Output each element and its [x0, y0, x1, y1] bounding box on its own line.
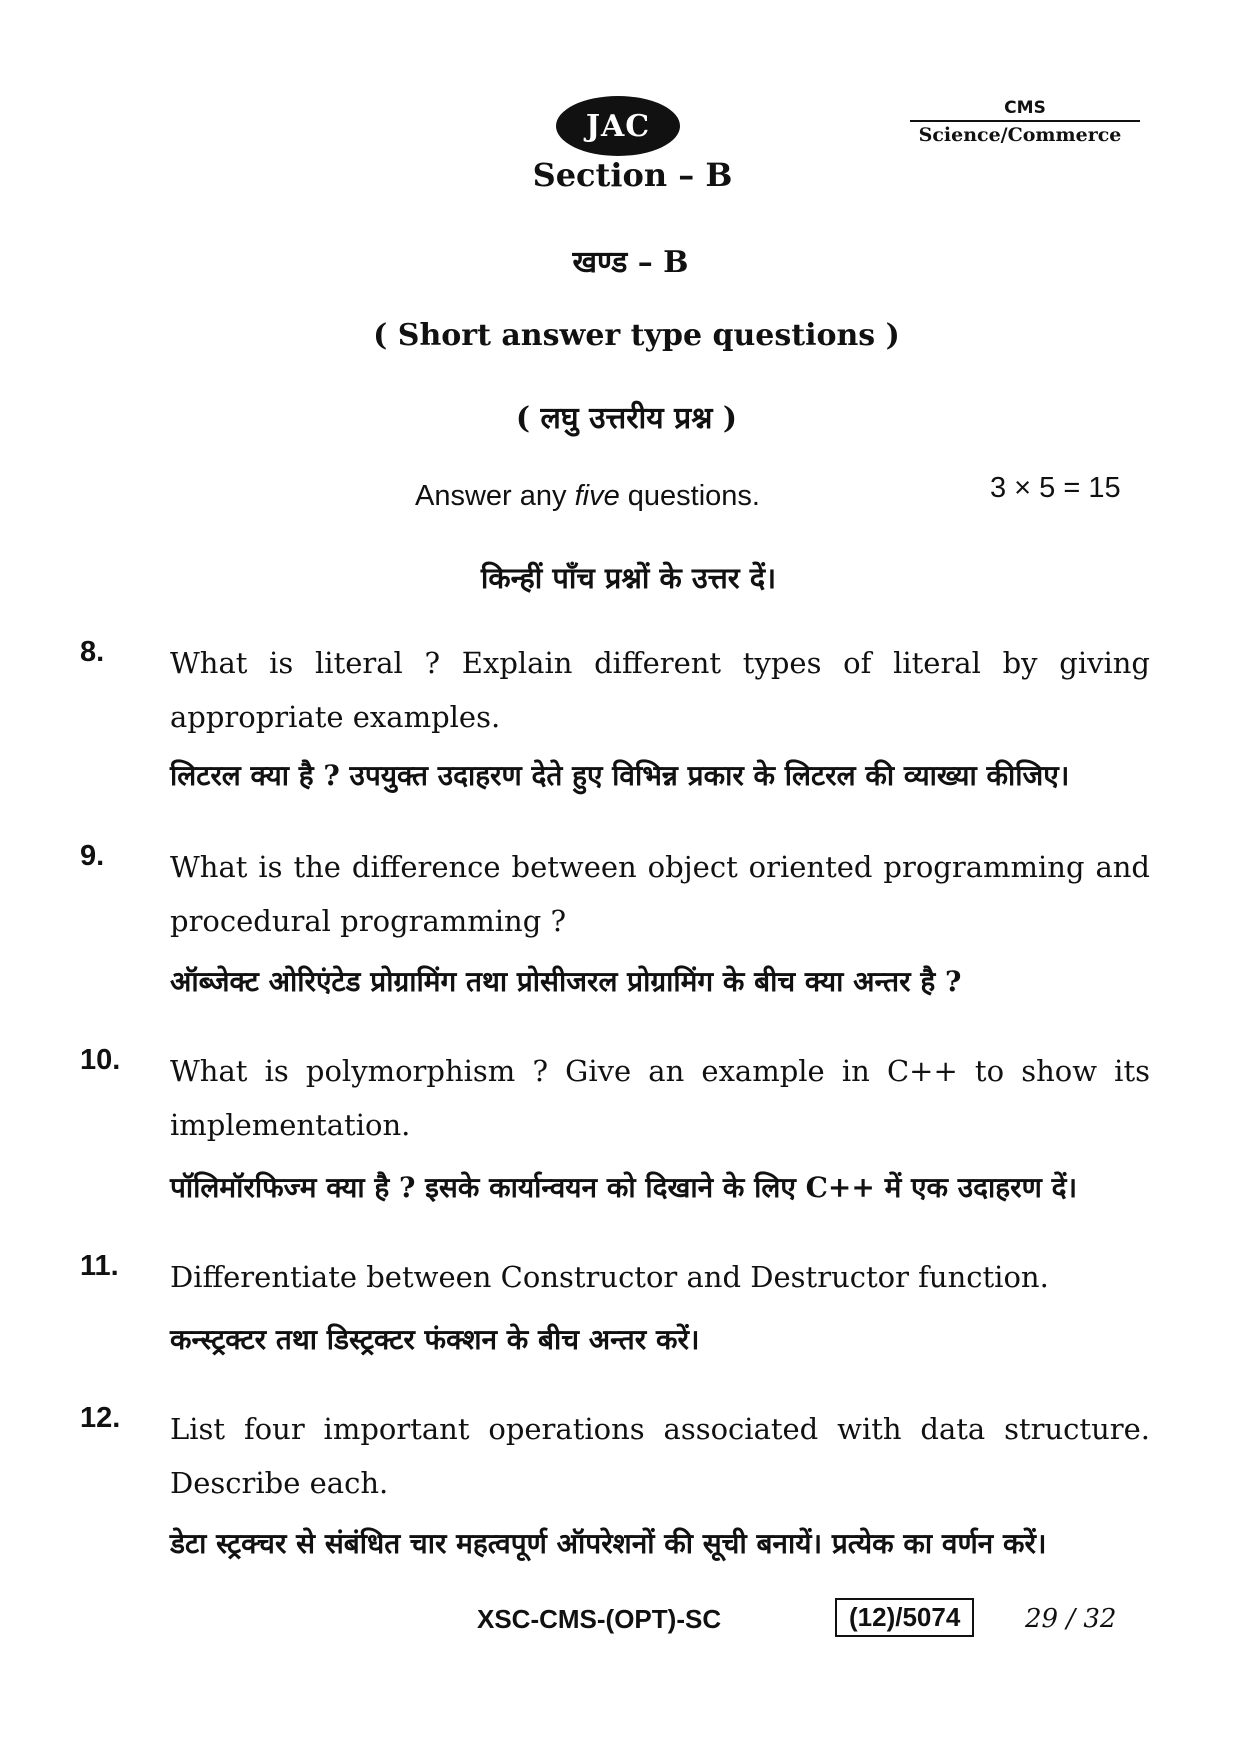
subject-box	[900, 98, 1140, 146]
section-title-hindi: खण्ड – B	[572, 245, 689, 280]
question-hindi: ऑब्जेक्ट ओरिएंटेड प्रोग्रामिंग तथा प्रोसीजरल प्रोग्रामिंग के बीच क्या अन्तर है ?	[170, 965, 962, 998]
question-number: 11.	[80, 1250, 119, 1282]
question-english: Differentiate between Constructor and Destructor function.	[170, 1260, 1049, 1294]
question-number: 8.	[80, 636, 105, 668]
marks-scheme: 3 × 5 = 15	[990, 472, 1121, 504]
instruction-prefix: Answer any	[415, 480, 575, 512]
question-type-hindi: ( लघु उत्तरीय प्रश्न )	[515, 401, 738, 436]
question-hindi: कन्स्ट्रक्टर तथा डिस्ट्रक्टर फंक्शन के बीच अन्तर करें।	[170, 1323, 700, 1356]
question-hindi: लिटरल क्या है ? उपयुक्त उदाहरण देते हुए विभिन्न प्रकार के लिटरल की व्याख्या कीजिए।	[170, 759, 1070, 792]
question-type: ( Short answer type questions )	[373, 318, 900, 353]
instruction	[415, 480, 760, 513]
jac-logo	[556, 96, 680, 156]
logo-text: JAC	[585, 108, 651, 144]
question-hindi: पॉलिमॉरफिज्म क्या है ? इसके कार्यान्वयन को दिखाने के लिए C++ में एक उदाहरण दें।	[170, 1171, 1078, 1204]
paper-code: XSC-CMS-(OPT)-SC	[477, 1604, 722, 1634]
subject-code: CMS	[910, 98, 1140, 122]
page-footer	[0, 1604, 1241, 1654]
section-title: Section – B	[532, 156, 733, 194]
page-number: 29 / 32	[1025, 1604, 1117, 1634]
question-english: What is the difference between object oriented programming and procedural programming ?	[170, 850, 1150, 938]
question-hindi: डेटा स्ट्रक्चर से संबंधित चार महत्वपूर्ण ऑपरेशनों की सूची बनायें। प्रत्येक का वर्णन करें।	[170, 1527, 1047, 1560]
instruction-suffix: questions.	[619, 480, 760, 512]
question-english: What is literal ? Explain different types of literal by giving appropriate examples.	[170, 646, 1150, 734]
question-number: 10.	[80, 1044, 121, 1076]
question-english: List four important operations associated with data structure. Describe each.	[170, 1412, 1150, 1500]
question-number: 12.	[80, 1402, 121, 1434]
question-english: What is polymorphism ? Give an example in C++ to show its implementation.	[170, 1054, 1150, 1142]
paper-reference: (12)/5074	[835, 1598, 974, 1637]
instruction-emph: five	[574, 480, 620, 512]
instruction-hindi: किन्हीं पाँच प्रश्नों के उत्तर दें।	[480, 561, 777, 595]
subject-stream: Science/Commerce	[918, 124, 1122, 146]
question-number: 9.	[80, 840, 105, 872]
